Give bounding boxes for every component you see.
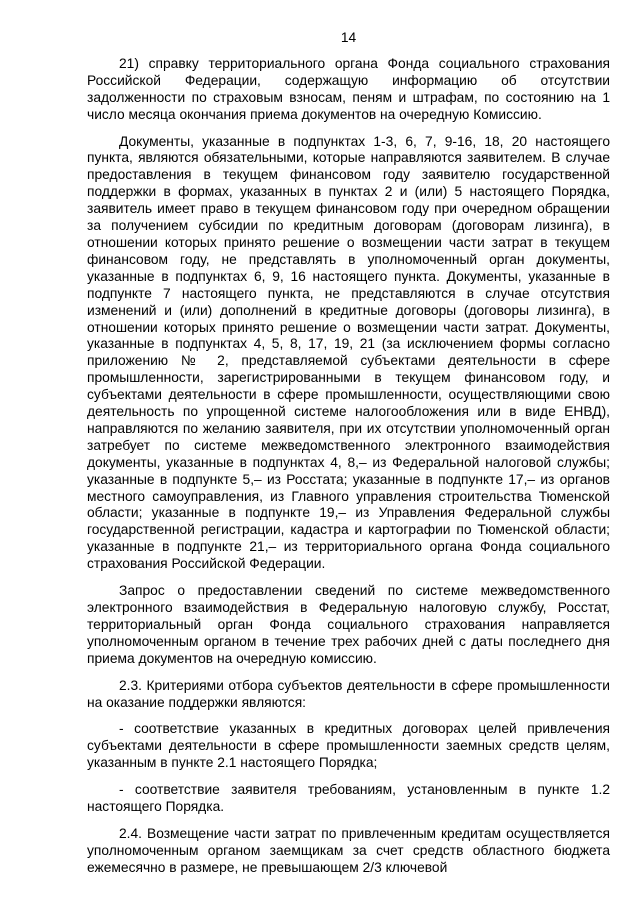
- paragraph-item-21: 21) справку территориального органа Фонда социального страхования Российской Федерации, содержащую информацию об отсутствии задолженности по страховым взносам, пеням и штрафам, по состоянию на 1 число месяца окончания приема документов на очередную Комиссию.: [87, 55, 610, 122]
- page-number: 14: [340, 30, 357, 45]
- paragraph-criterion-2: - соответствие заявителя требованиям, установленным в пункте 1.2 настоящего Порядка.: [87, 782, 610, 815]
- paragraph-2-3-criteria: 2.3. Критериями отбора субъектов деятельности в сфере промышленности на оказание поддержки являются:: [87, 677, 610, 710]
- paragraph-criterion-1: - соответствие указанных в кредитных договорах целей привлечения субъектами деятельности в сфере промышленности заемных средств целям, указанным в пункте 2.1 настоящего Порядка;: [87, 721, 610, 771]
- paragraph-request: Запрос о предоставлении сведений по системе межведомственного электронного взаимодействия в Федеральную налоговую службу, Росстат, территориальный орган Фонда социального страхования направляется уполномоченным органом в течение трех рабочих дней с даты последнего дня приема документов на очередную комиссию.: [87, 583, 610, 666]
- paragraph-2-4-compensation: 2.4. Возмещение части затрат по привлеченным кредитам осуществляется уполномоченным органом заемщикам за счет средств областного бюджета ежемесячно в размере, не превышающем 2/3 ключевой: [87, 825, 610, 875]
- paragraph-documents: Документы, указанные в подпунктах 1-3, 6, 7, 9-16, 18, 20 настоящего пункта, являются обязательными, которые направляются заявителем. В случае предоставления в текущем финансовом году заявителю государственной поддержки в формах, указанных в пунктах 2 и (или) 5 настоящего Порядка, заявитель имеет право в текущем финансовом году при очередном обращении за получением субсидии по кредитным договорам (договорам лизинга), в отношении которых принято решение о возмещении части затрат в текущем финансовом году, не представлять в уполномоченный орган документы, указанные в подпунктах 6, 9, 16 настоящего пункта. Документы, указанные в подпункте 7 настоящего пункта, не представляются в случае отсутствия изменений и (или) дополнений в кредитные договоры (договоры лизинга), в отношении которых принято решение о возмещении части затрат. Документы, указанные в подпунктах 4, 5, 8, 17, 19, 21 (за исключением формы согласно приложению № 2, представляемой субъектами деятельности в сфере промышленности, зарегистрированными в текущем финансовом году, и субъектами деятельности в сфере промышленности, осуществляющими свою деятельность по упрощенной системе налогообложения или в виде ЕНВД), направляются по желанию заявителя, при их отсутствии уполномоченный орган затребует по системе межведомственного электронного взаимодействия документы, указанные в подпунктах 4, 8,– из Федеральной налоговой службы; указанные в подпункте 5,– из Росстата; указанные в подпункте 17,– из органов местного самоуправления, из Главного управления строительства Тюменской области; указанные в подпункте 19,– из Управления Федеральной службы государственной регистрации, кадастра и картографии по Тюменской области; указанные в подпункте 21,– из территориального органа Фонда социального страхования Российской Федерации.: [87, 133, 610, 572]
